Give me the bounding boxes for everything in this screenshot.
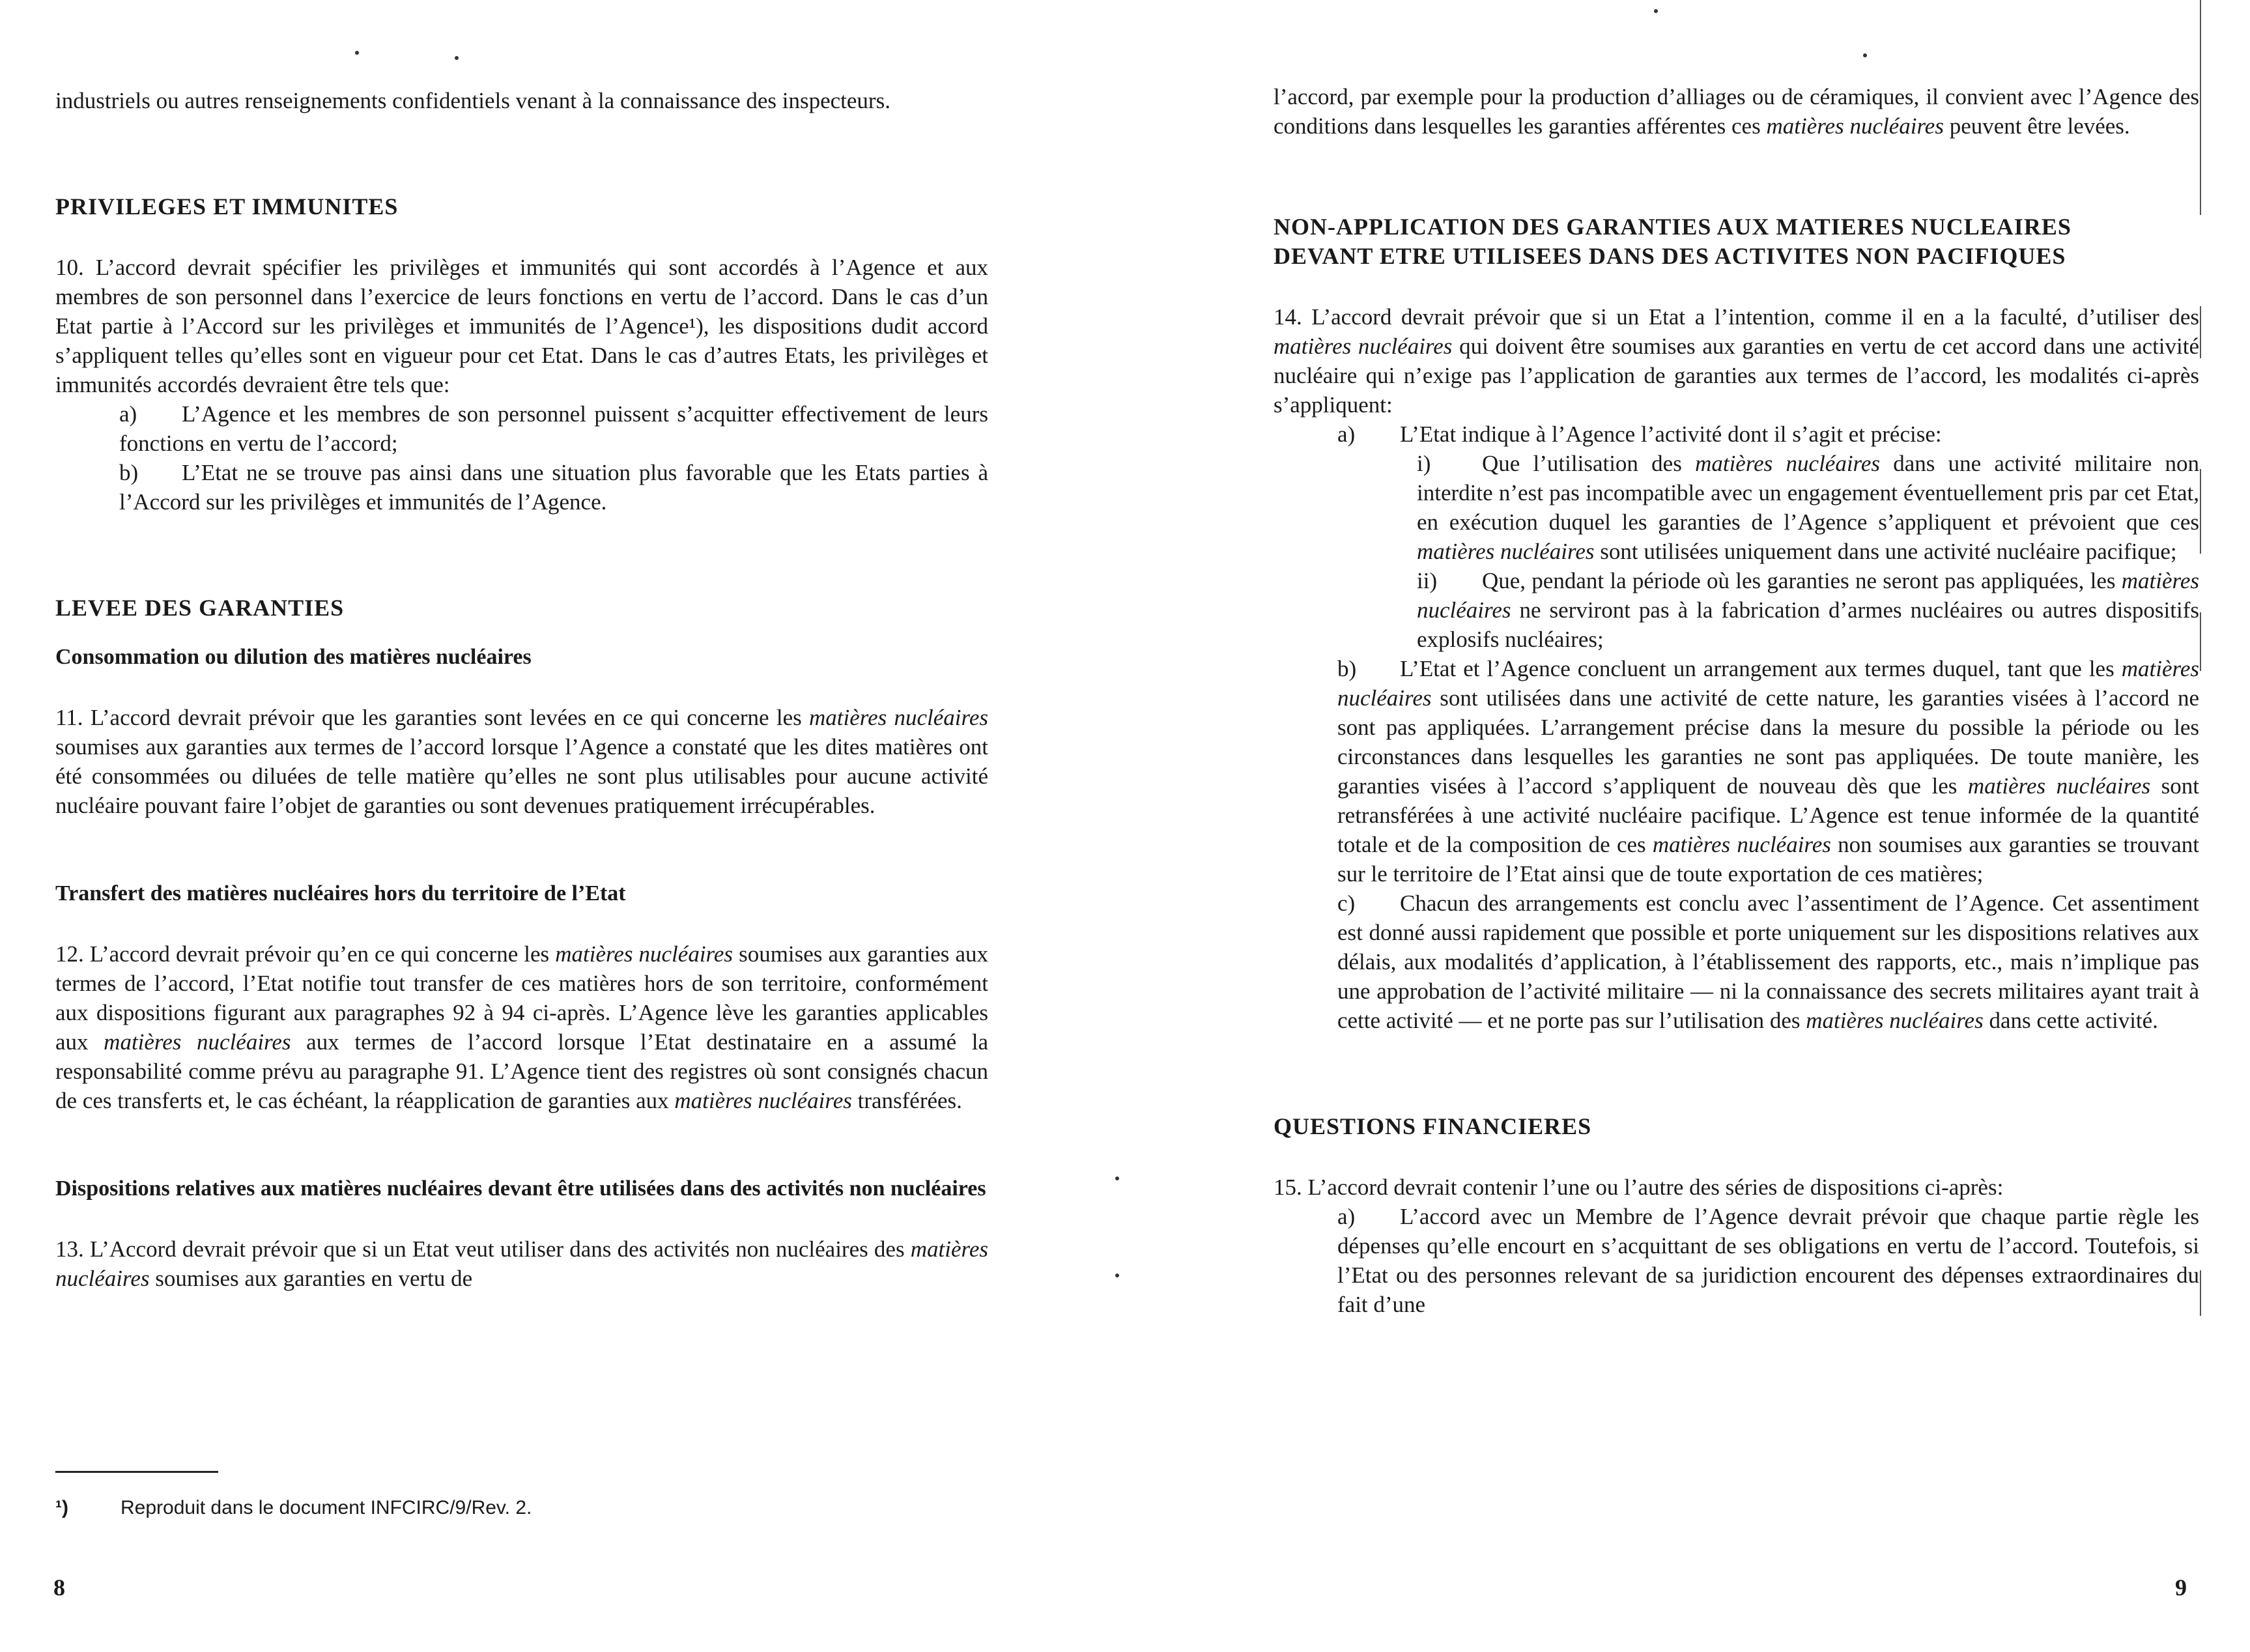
text-run: Chacun des arrangements est conclu avec l’assentiment de l’Agence. Cet assentiment est donné aussi rapidement que possible et porte uniquement sur les dispositions relatives aux délais, aux modalités d’application, à l’établissement des rapports, etc., mais n’implique pas une approbation de l’activité militaire — ni la connaissance des secrets militaires ayant trait à cette activité — et ne porte pas sur l’utilisation des [1337,890,2199,1033]
item-a [55,399,988,458]
italic-term: matières nucléaires [555,941,733,967]
continuation-text [1274,82,2199,141]
italic-term: matières nucléaires [1695,451,1881,476]
footnote [55,1497,532,1519]
section-heading-finances: QUESTIONS FINANCIERES [1274,1113,1592,1139]
italic-term: matières nucléaires [1806,1008,1984,1033]
item-label: b) [1337,656,1357,681]
italic-term: matières nucléaires [1274,334,1453,359]
text-run: sont utilisées dans une activité de cette nature, les garanties visées à l’accord ne sont pas appliquées. L’arrangement précise dans la mesure du possible la période ou les circonstances dans lesquelles les garanties ne sont pas appliquées. De toute manière, les garanties visées à l’accord s’appliquent de nouveau dès que les [1337,685,2199,799]
item-label: a) [1337,421,1356,447]
text-run: dans une activité militaire non interdite n’est pas incompatible avec un engagement éventuellement pris par cet Etat, en exécution duquel les garanties de l’Agence s’appliquent et prévoient que ces [1417,451,2199,535]
subheading-consommation: Consommation ou dilution des matières nucléaires [55,645,532,669]
item-text: L’Etat ne se trouve pas ainsi dans une situation plus favorable que les Etats parties à l’Accord sur les privilèges et immunités de l’Agence. [119,460,988,515]
text-run: dans cette activité. [1983,1008,2158,1033]
italic-term: matières nucléaires [1337,656,2199,711]
continuation-text: industriels ou autres renseignements confidentiels venant à la connaissance des inspecteurs. [55,88,890,113]
text-run: 11. L’accord devrait prévoir que les garanties sont levées en ce qui concerne les [55,705,810,730]
margin-mark [2200,306,2201,358]
item-b [55,458,988,517]
section-heading-levee: LEVEE DES GARANTIES [55,595,345,621]
text-run: qui doivent être soumises aux garanties en vertu de cet accord dans une activité nucléaire qui n’exige pas l’application de garanties aux termes de l’accord, les modalités ci-après s’appliquent: [1274,334,2200,418]
section-heading-privileges: PRIVILEGES ET IMMUNITES [55,193,399,220]
text-run: l’accord, par exemple pour la production d’alliages ou de céramiques, il convient avec l’Agence des conditions dans lesquelles les garanties afférentes ces [1274,84,2199,139]
item-b [1274,654,2199,889]
left-column [55,86,988,1293]
item-ii [1274,566,2199,654]
item-c [1274,889,2199,1035]
text-run: soumises aux garanties aux termes de l’accord, l’Etat notifie tout transfer de ces matières hors de son territoire, conformément aux dispositions figurant aux paragraphes 92 à 94 ci-après. L’Agence lève les garanties applicables aux [55,941,988,1055]
item-a [1274,1202,2199,1319]
item-text: L’Agence et les membres de son personnel puissent s’acquitter effectivement de leurs fonctions en vertu de l’accord; [119,401,988,456]
item-a [1274,420,2199,449]
section-heading-non-application [1274,212,2199,271]
italic-term: matières nucléaires [1417,568,2199,623]
item-label: i) [1417,451,1431,476]
italic-term: matières nucléaires [55,1236,988,1291]
text-run: 14. L’accord devrait prévoir que si un Etat a l’intention, comme il en a la faculté, d’utiliser des [1274,304,2199,330]
heading-line: DEVANT ETRE UTILISEES DANS DES ACTIVITES NON PACIFIQUES [1274,243,2066,269]
paragraph-15: 15. L’accord devrait contenir l’une ou l’autre des séries de dispositions ci-après: [1274,1175,2004,1200]
page-number: 9 [2175,1574,2187,1601]
text-run: L’Etat et l’Agence concluent un arrangement aux termes duquel, tant que les [1400,656,2122,681]
scan-speck [355,51,359,55]
scan-speck [1115,1176,1119,1180]
italic-term: matières nucléaires [1766,113,1944,139]
text-run: aux termes de l’accord lorsque l’Etat destinataire en a assumé la responsabilité comme prévu au paragraphe 91. L’Agence tient des registres où sont consignés chacun de ces transferts et, le cas échéant, la réapplication de garanties aux [55,1029,988,1113]
scan-speck [1863,53,1867,57]
text-run: non soumises aux garanties se trouvant sur le territoire de l’Etat ainsi que de toute exportation de ces matières; [1337,832,2199,887]
text-run: transférées. [851,1088,962,1113]
item-label: b) [119,460,139,485]
text-run: ne serviront pas à la fabrication d’armes nucléaires ou autres dispositifs explosifs nucléaires; [1417,597,2199,652]
italic-term: matières nucléaires [1417,539,1595,564]
item-i [1274,449,2199,566]
item-label: a) [1337,1204,1356,1229]
margin-mark [2200,1270,2201,1316]
heading-line: NON-APPLICATION DES GARANTIES AUX MATIERES NUCLEAIRES [1274,214,2072,240]
footnote-mark: ¹) [55,1497,68,1518]
item-label: c) [1337,890,1356,916]
text-run: 12. L’accord devrait prévoir qu’en ce qui concerne les [55,941,556,967]
footnote-rule [55,1471,218,1473]
subheading-dispositions: Dispositions relatives aux matières nucléaires devant être utilisées dans des activités non nucléaires [55,1176,986,1201]
italic-term: matières nucléaires [674,1088,852,1113]
text-run: sont retransférées à une activité nucléaire pacifique. L’Agence est tenue informée de la quantité totale et de la composition de ces [1337,773,2199,857]
scan-speck [1654,9,1658,13]
margin-mark [2200,469,2201,554]
italic-term: matières nucléaires [1967,773,2151,799]
text-run: soumises aux garanties en vertu de [149,1266,473,1291]
italic-term: matières nucléaires [1652,832,1831,857]
item-label: ii) [1417,568,1438,593]
scan-speck [455,56,459,60]
paragraph-10: 10. L’accord devrait spécifier les privilèges et immunités qui sont accordés à l’Agence et aux membres de son personnel dans l’exercice de leurs fonctions en vertu de l’accord. Dans le cas d’un Etat partie à l’Accord sur les privilèges et immunités de l’Agence¹), les dispositions dudit accord s’appliquent telles qu’elles sont en vigueur pour cet Etat. Dans le cas d’autres Etats, les privilèges et immunités accordés devraient être tels que: [55,255,988,397]
text-run: sont utilisées uniquement dans une activité nucléaire pacifique; [1594,539,2177,564]
margin-mark [2200,0,2201,215]
right-page [1125,0,2250,1652]
item-label: a) [119,401,137,427]
margin-mark [2200,612,2201,671]
paragraph-14 [1274,302,2199,420]
scan-speck [1115,1274,1119,1277]
item-text: L’accord avec un Membre de l’Agence devrait prévoir que chaque partie règle les dépenses qu’elle encourt en s’acquittant de ses obligations en vertu de l’accord. Toutefois, si l’Etat ou des personnes relevant de sa juridiction encourent des dépenses extraordinaires du fait d’une [1337,1204,2199,1317]
text-run: 13. L’Accord devrait prévoir que si un Etat veut utiliser dans des activités non nucléaires des [55,1236,911,1262]
text-run: Que, pendant la période où les garanties ne seront pas appliquées, les [1482,568,2122,593]
italic-term: matières nucléaires [809,705,989,730]
item-text: L’Etat indique à l’Agence l’activité dont il s’agit et précise: [1400,421,1942,447]
footnote-text: Reproduit dans le document INFCIRC/9/Rev. 2. [121,1497,532,1518]
paragraph-11 [55,703,988,820]
text-run: Que l’utilisation des [1482,451,1696,476]
text-run: soumises aux garanties aux termes de l’accord lorsque l’Agence a constaté que les dites matières ont été consommées ou diluées de telle matière qu’elles ne sont plus utilisables pour aucune activité nucléaire pouvant faire l’objet de garanties ou sont devenues pratiquement irrécupérables. [55,734,988,818]
right-column [1274,82,2199,1319]
italic-term: matières nucléaires [104,1029,291,1055]
paragraph-13 [55,1234,988,1293]
paragraph-12 [55,939,988,1115]
subheading-transfert: Transfert des matières nucléaires hors du territoire de l’Etat [55,881,626,905]
text-run: peuvent être levées. [1943,113,2130,139]
page-number: 8 [53,1574,65,1601]
